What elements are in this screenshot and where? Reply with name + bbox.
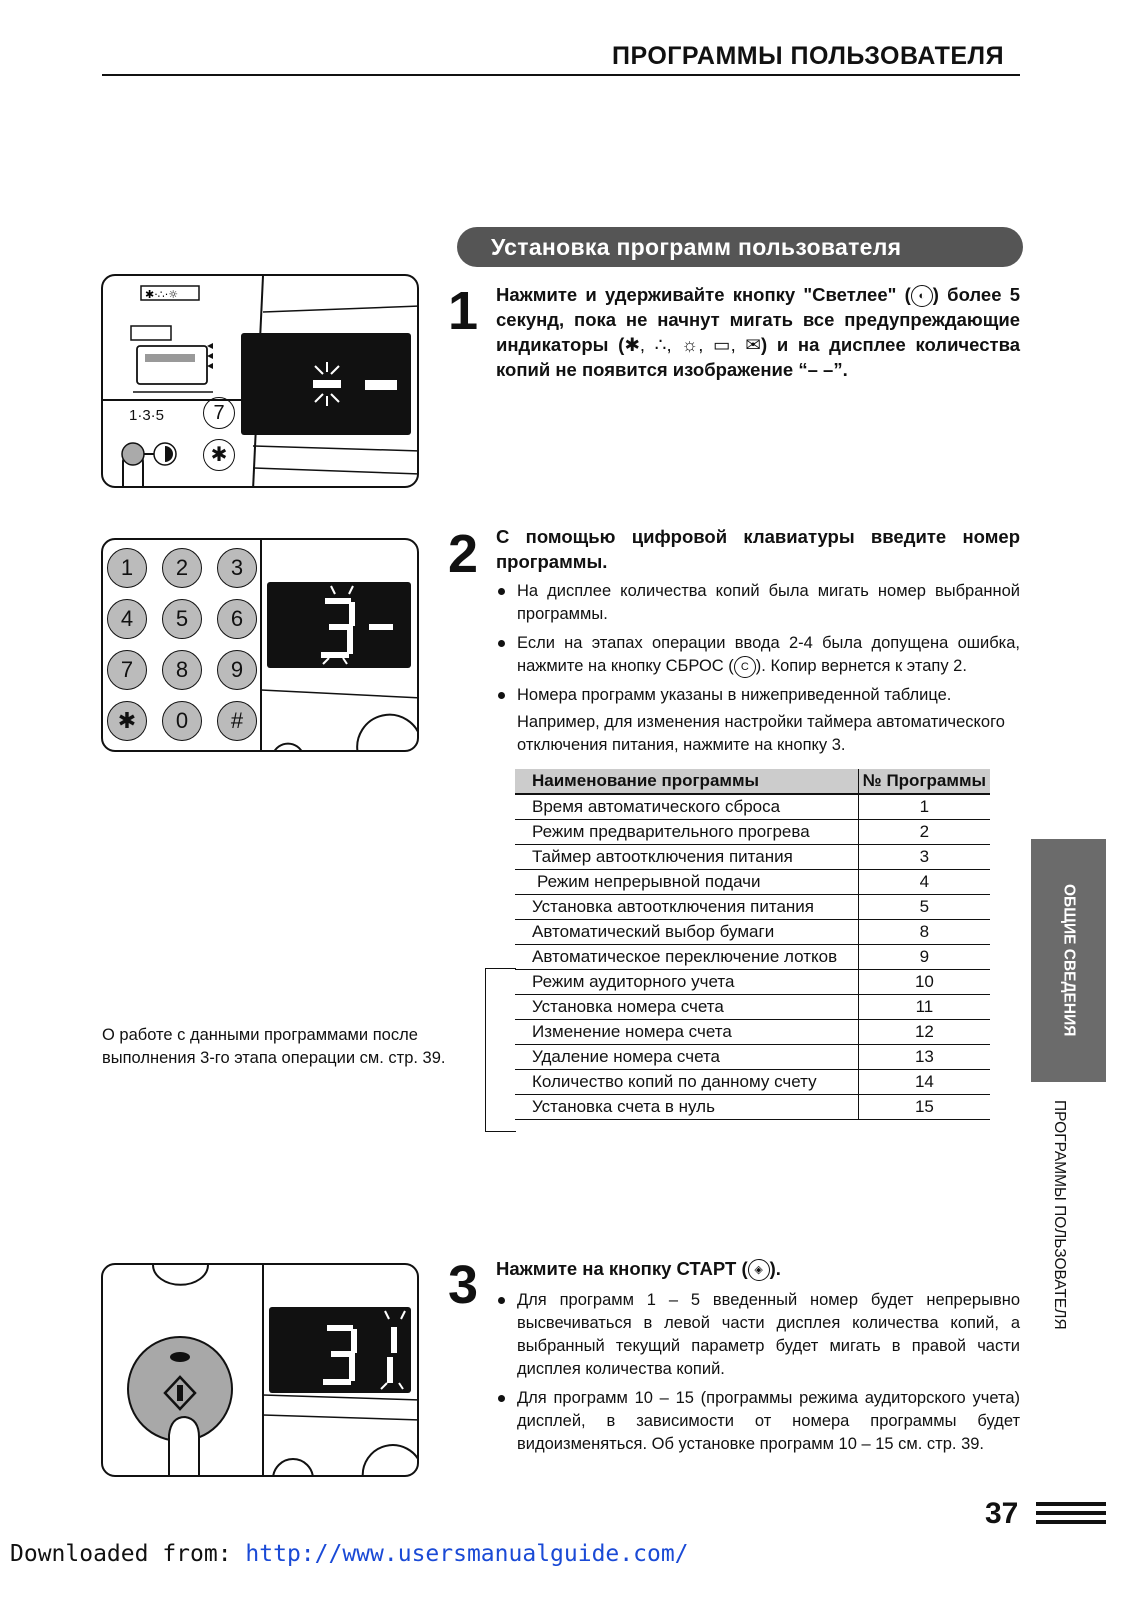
table-row bbox=[515, 1045, 990, 1070]
program-number-cell: 2 bbox=[858, 820, 990, 845]
copy-key-star[interactable] bbox=[203, 439, 235, 471]
table-row bbox=[515, 895, 990, 920]
program-number-cell: 3 bbox=[858, 845, 990, 870]
page-number-bars bbox=[1036, 1502, 1106, 1529]
table-row bbox=[515, 845, 990, 870]
step2-bullet-3: Номера программ указаны в нижеприведенной таблице. bbox=[496, 684, 1020, 707]
keypad-key-label: 2 bbox=[175, 555, 189, 580]
step3-panel-illustration bbox=[101, 1263, 419, 1477]
copy-key-7-label: 7 bbox=[213, 402, 225, 424]
step3-instruction bbox=[496, 1256, 1020, 1281]
copier-panel-lighter-illustration bbox=[103, 276, 419, 488]
side-section-label: ПРОГРАММЫ ПОЛЬЗОВАТЕЛЯ bbox=[1051, 1100, 1068, 1330]
program-name-cell: Автоматический выбор бумаги bbox=[515, 920, 858, 945]
keypad-key[interactable] bbox=[162, 599, 202, 639]
side-tab-general-info: ОБЩИЕ СВЕДЕНИЯ bbox=[1060, 884, 1078, 1037]
keypad-key-label: 3 bbox=[230, 555, 244, 580]
step1-instruction-b: ) более 5 секунд, пока не начнут мигать все предупреждающие индикаторы ( bbox=[496, 284, 1020, 356]
keypad-key-label: 7 bbox=[120, 657, 134, 682]
program-number-cell: 12 bbox=[858, 1020, 990, 1045]
keypad-key-label: 6 bbox=[230, 606, 244, 631]
keypad-key[interactable] bbox=[107, 650, 147, 690]
keypad-key-label: 1 bbox=[120, 555, 134, 580]
step2-bullet-2 bbox=[496, 632, 1020, 678]
step1-instruction-c: ) и на дисплее количества копий не появится изображение “– –”. bbox=[496, 334, 1020, 381]
column-header-name: Наименование программы bbox=[515, 769, 858, 794]
keypad-key-label: 8 bbox=[175, 657, 189, 682]
step3-number: 3 bbox=[448, 1255, 479, 1315]
lighter-button-icon: ◐ bbox=[911, 285, 933, 307]
step3-bullets bbox=[496, 1289, 1020, 1456]
program-number-cell: 9 bbox=[858, 945, 990, 970]
table-row bbox=[515, 1070, 990, 1095]
start-button-icon: ◈ bbox=[748, 1259, 770, 1281]
keypad-key-label: 9 bbox=[230, 657, 244, 682]
keypad-key[interactable] bbox=[217, 548, 257, 588]
keypad-key-label: 0 bbox=[175, 708, 189, 733]
table-row bbox=[515, 945, 990, 970]
step2-example: Например, для изменения настройки таймера автоматического отключения питания, нажмите на кнопку 3. bbox=[517, 713, 1005, 754]
keypad-key[interactable] bbox=[107, 701, 147, 741]
table-row bbox=[515, 1095, 990, 1120]
program-name-cell: Режим предварительного прогрева bbox=[515, 820, 858, 845]
copy-key-7[interactable] bbox=[203, 397, 235, 429]
step3-instruction-a: Нажмите на кнопку СТАРТ ( bbox=[496, 1258, 748, 1279]
table-row bbox=[515, 995, 990, 1020]
step1-instruction bbox=[496, 282, 1020, 382]
program-number-cell: 5 bbox=[858, 895, 990, 920]
step1-panel-illustration bbox=[101, 274, 419, 488]
program-number-cell: 15 bbox=[858, 1095, 990, 1120]
program-table-header bbox=[515, 769, 990, 794]
program-name-cell: Автоматическое переключение лотков bbox=[515, 945, 858, 970]
start-button-illustration bbox=[103, 1265, 419, 1477]
column-header-number: № Программы bbox=[858, 769, 990, 794]
program-number-cell: 10 bbox=[858, 970, 990, 995]
program-name-cell: Установка автоотключения питания bbox=[515, 895, 858, 920]
step2-bullet-1: На дисплее количества копий была мигать номер выбранной программы. bbox=[496, 580, 1020, 626]
program-name-cell: Установка номера счета bbox=[515, 995, 858, 1020]
header-rule bbox=[102, 74, 1020, 76]
table-row bbox=[515, 970, 990, 995]
copy-key-star-label: ✱ bbox=[210, 444, 228, 466]
step2-bullets bbox=[496, 580, 1020, 707]
warning-indicators-icons: ✱, ∴, ☼, ▭, ✉ bbox=[624, 334, 761, 356]
keypad-key[interactable] bbox=[217, 599, 257, 639]
table-row bbox=[515, 920, 990, 945]
reset-button-icon: C bbox=[734, 656, 756, 678]
step3-bullet-1: Для программ 1 – 5 введенный номер будет непрерывно высвечиваться в левой части дисплея количества копий, а выбранный текущий параметр будет мигать в правой части дисплея количества копий. bbox=[496, 1289, 1020, 1381]
step2-instruction: С помощью цифровой клавиатуры введите номер программы. bbox=[496, 526, 1020, 572]
program-number-cell: 13 bbox=[858, 1045, 990, 1070]
program-table bbox=[515, 769, 990, 1120]
step3-bullet-2: Для программ 10 – 15 (программы режима аудиторского учета) дисплей, в зависимости от номера программы будет видоизменяться. Об установке программ 10 – 15 см. стр. 39. bbox=[496, 1387, 1020, 1456]
keypad-key[interactable] bbox=[107, 548, 147, 588]
keypad-key-label: 4 bbox=[120, 606, 134, 631]
keypad-key-label: # bbox=[230, 708, 244, 733]
program-name-cell: Удаление номера счета bbox=[515, 1045, 858, 1070]
page-header-title: ПРОГРАММЫ ПОЛЬЗОВАТЕЛЯ bbox=[612, 42, 1005, 70]
program-number-cell: 8 bbox=[858, 920, 990, 945]
keypad-key[interactable] bbox=[217, 701, 257, 741]
keypad-key[interactable] bbox=[162, 548, 202, 588]
side-note: О работе с данными программами после выполнения 3-го этапа операции см. стр. 39. bbox=[102, 1026, 446, 1067]
step2-bullet-2-end: ). Копир вернется к этапу 2. bbox=[755, 657, 967, 675]
download-footer bbox=[10, 1541, 689, 1567]
table-bracket-line bbox=[485, 968, 516, 1132]
keypad-key-label: ✱ bbox=[117, 708, 137, 733]
keypad-key[interactable] bbox=[107, 599, 147, 639]
footer-prefix: Downloaded from: bbox=[10, 1541, 246, 1567]
step3-instruction-b: ). bbox=[769, 1258, 781, 1279]
program-name-cell: Режим аудиторного учета bbox=[515, 970, 858, 995]
program-number-cell: 14 bbox=[858, 1070, 990, 1095]
step2-panel-illustration bbox=[101, 538, 419, 752]
svg-text:✱·∴·☼: ✱·∴·☼ bbox=[145, 288, 179, 301]
step2-bullet-2-text: Если на этапах операции ввода 2-4 была допущена ошибка, нажмите на кнопку СБРОС ( bbox=[517, 634, 1020, 675]
program-name-cell: Режим непрерывной подачи bbox=[515, 870, 858, 895]
program-number-cell: 4 bbox=[858, 870, 990, 895]
program-name-cell: Изменение номера счета bbox=[515, 1020, 858, 1045]
program-name-cell: Таймер автоотключения питания bbox=[515, 845, 858, 870]
page-number: 37 bbox=[985, 1497, 1019, 1530]
program-name-cell: Количество копий по данному счету bbox=[515, 1070, 858, 1095]
table-row bbox=[515, 1020, 990, 1045]
step3-details bbox=[496, 1289, 1020, 1462]
keypad-key[interactable] bbox=[162, 701, 202, 741]
keypad-key[interactable] bbox=[162, 650, 202, 690]
table-row bbox=[515, 870, 990, 895]
table-row bbox=[515, 820, 990, 845]
program-number-cell: 1 bbox=[858, 794, 990, 820]
program-name-cell: Время автоматического сброса bbox=[515, 794, 858, 820]
step2-details bbox=[496, 580, 1020, 757]
table-row bbox=[515, 794, 990, 820]
program-number-cell: 11 bbox=[858, 995, 990, 1020]
step2-number: 2 bbox=[448, 524, 479, 584]
lighter-scale-label: 1·3·5 bbox=[129, 407, 165, 424]
section-banner: Установка программ пользователя bbox=[457, 227, 1023, 267]
program-name-cell: Установка счета в нуль bbox=[515, 1095, 858, 1120]
keypad-key[interactable] bbox=[217, 650, 257, 690]
footer-link[interactable]: http://www.usersmanualguide.com/ bbox=[245, 1541, 689, 1567]
keypad bbox=[107, 548, 257, 741]
step1-instruction-a: Нажмите и удерживайте кнопку "Светлее" ( bbox=[496, 284, 911, 305]
keypad-key-label: 5 bbox=[175, 606, 189, 631]
step1-number: 1 bbox=[448, 281, 479, 341]
